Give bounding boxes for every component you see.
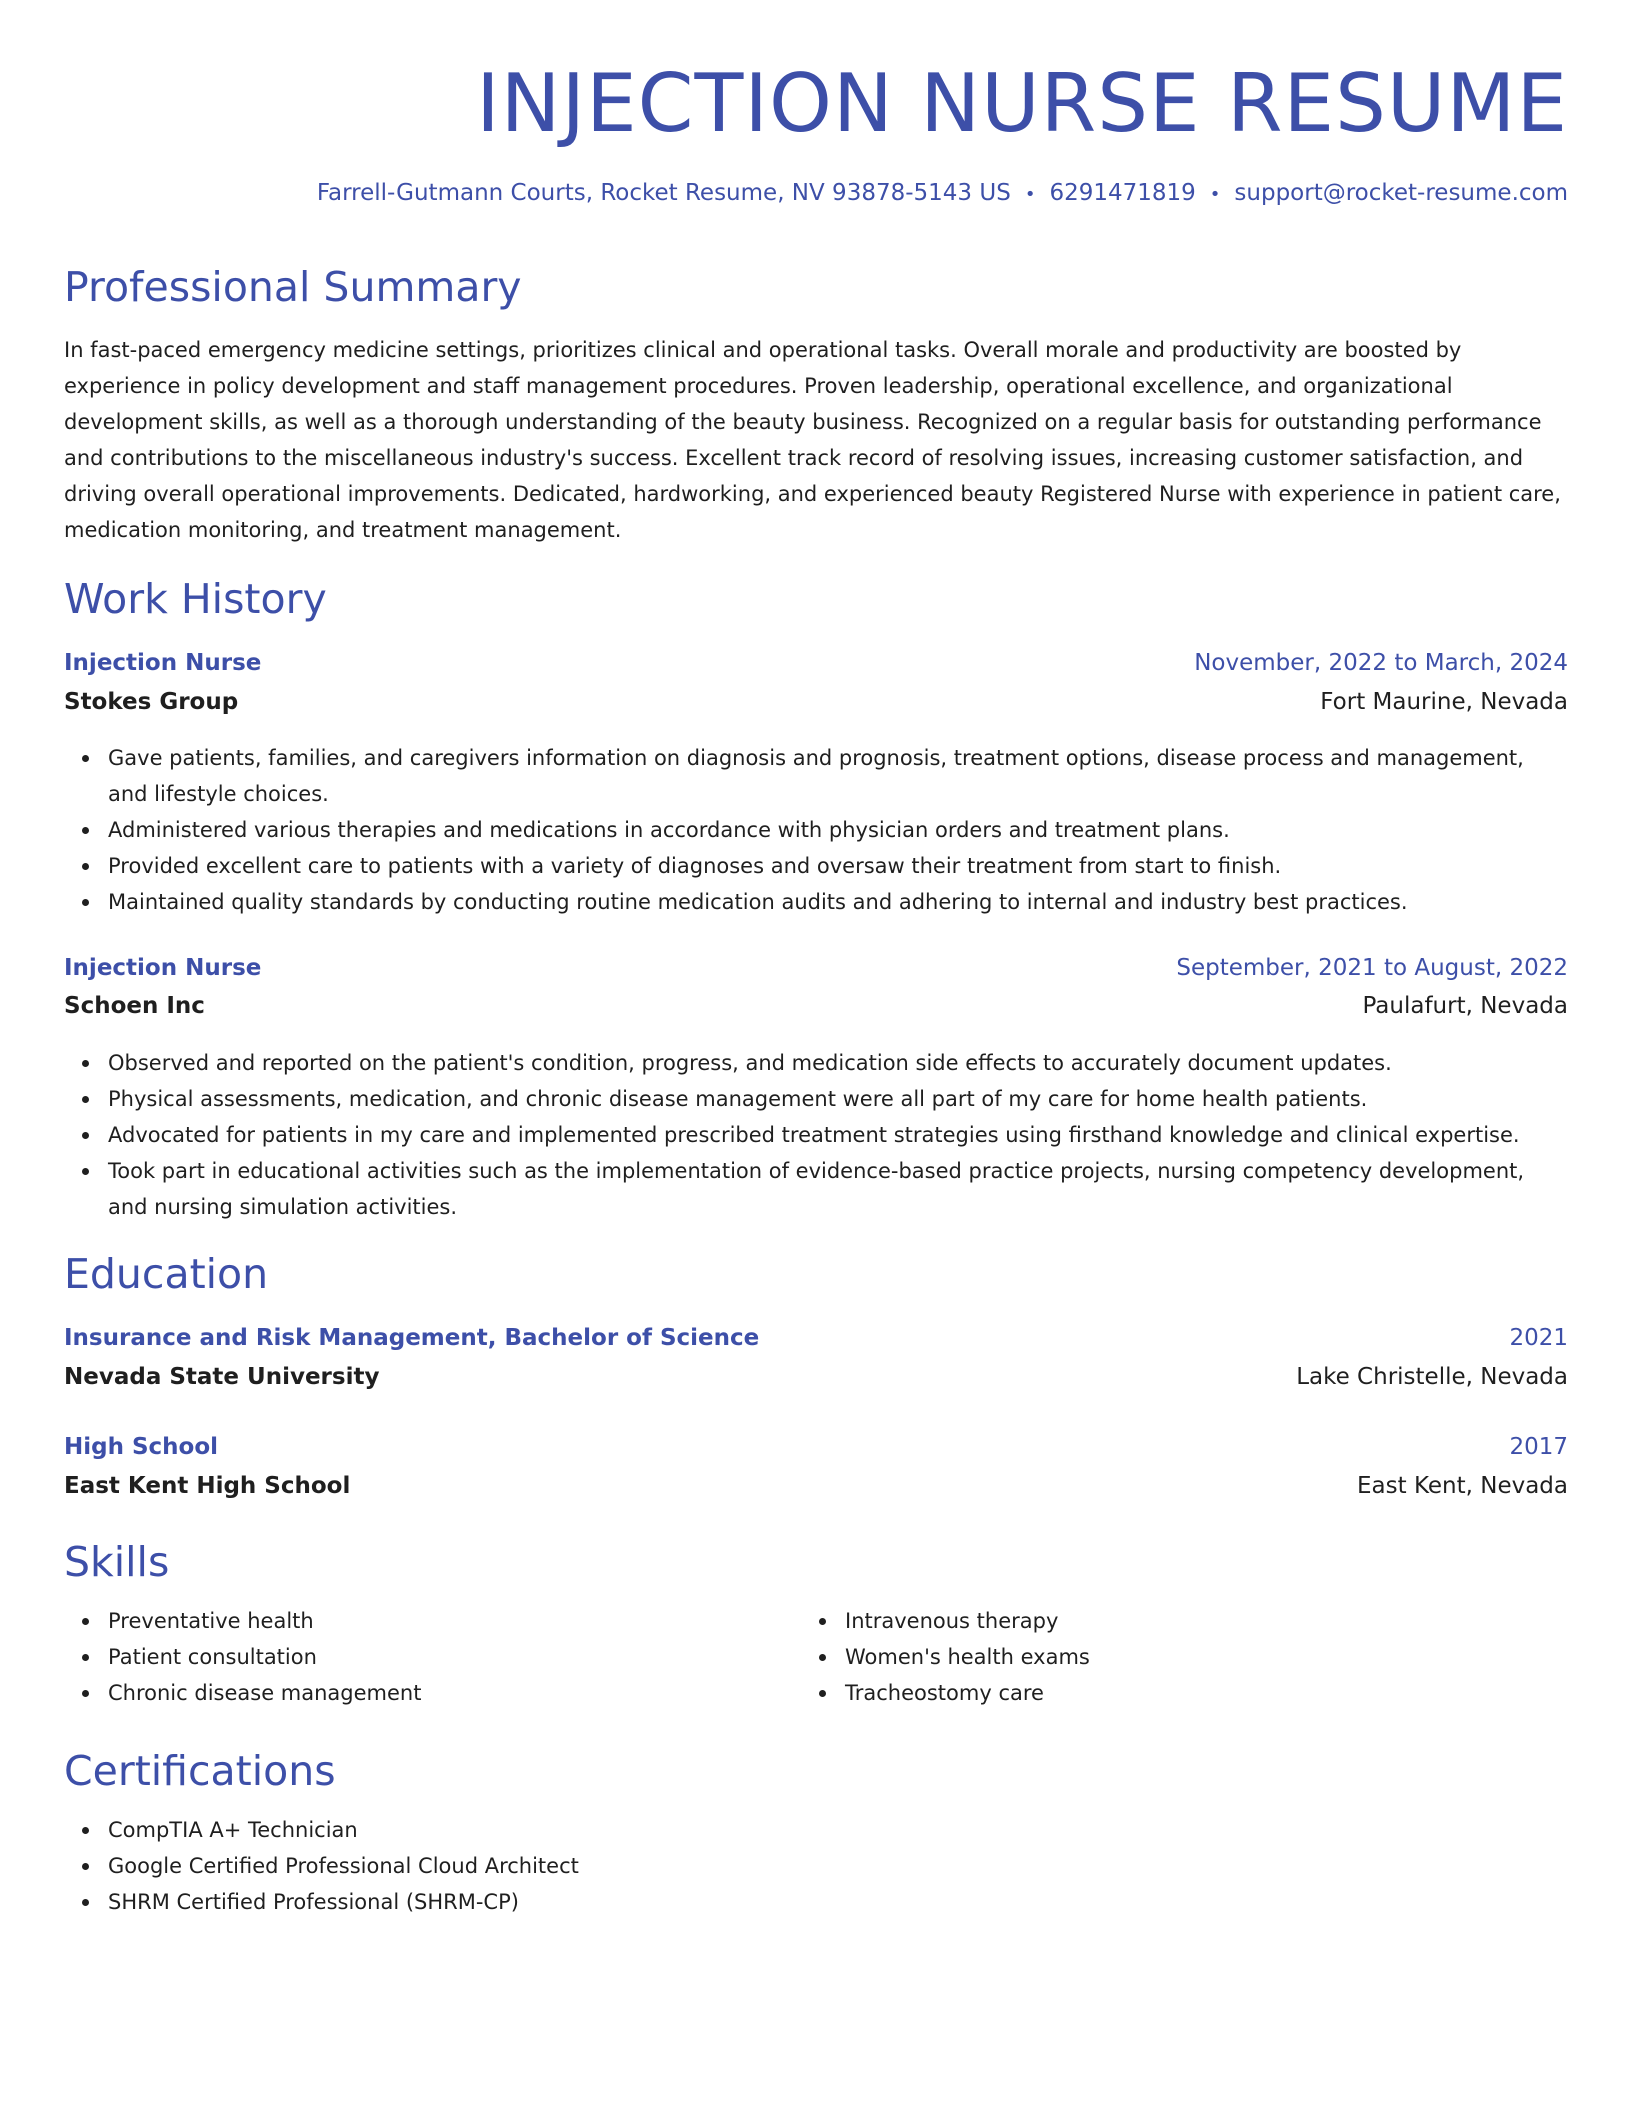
list-item: Chronic disease management — [108, 1675, 764, 1711]
list-item: Gave patients, families, and caregivers information on diagnosis and prognosis, treatment options, disease process and management, and lifestyle choices. — [108, 740, 1568, 812]
education-header — [64, 1323, 1568, 1353]
job-location: Paulafurt, Nevada — [1362, 993, 1568, 1019]
job-bullets — [64, 1045, 1568, 1225]
list-item: Took part in educational activities such as the implementation of evidence-based practice projects, nursing competency development, and nursing simulation activities. — [108, 1153, 1568, 1225]
summary-text: In fast-paced emergency medicine settings, prioritizes clinical and operational tasks. Overall morale and productivity are boosted by experience in policy development and staff management procedures. Proven leadership, operational excellence, and organizational development skills, as well as a thorough understanding of the beauty business. Recognized on a regular basis for outstanding performance and contributions to the miscellaneous industry's success. Excellent track record of resolving issues, increasing customer satisfaction, and driving overall operational improvements. Dedicated, hardworking, and experienced beauty Registered Nurse with experience in patient care, medication monitoring, and treatment management. — [64, 338, 1561, 542]
list-item: Observed and reported on the patient's condition, progress, and medication side effects to accurately document updates. — [108, 1045, 1568, 1081]
education-header — [64, 1432, 1568, 1462]
list-item: Women's health exams — [845, 1639, 1501, 1675]
job-company: Schoen Inc — [64, 993, 205, 1019]
education-school: Nevada State University — [64, 1364, 380, 1390]
job-header — [64, 953, 1568, 983]
list-item: SHRM Certified Professional (SHRM-CP) — [108, 1884, 1568, 1920]
section-title-education: Education — [64, 1250, 269, 1298]
list-item: Provided excellent care to patients with a variety of diagnoses and oversaw their treatment from start to finish. — [108, 848, 1568, 884]
list-item: Administered various therapies and medications in accordance with physician orders and treatment plans. — [108, 812, 1568, 848]
list-item: Preventative health — [108, 1603, 764, 1639]
contact-phone: 6291471819 — [1049, 180, 1196, 206]
job-company-row — [64, 687, 1568, 717]
contact-separator: • — [1024, 184, 1036, 205]
contact-separator: • — [1209, 184, 1221, 205]
job-role: Injection Nurse — [64, 650, 262, 676]
education-degree: Insurance and Risk Management, Bachelor of Science — [64, 1325, 760, 1351]
job-location: Fort Maurine, Nevada — [1320, 689, 1568, 715]
education-location: East Kent, Nevada — [1357, 1473, 1568, 1499]
resume-title: INJECTION NURSE RESUME — [476, 57, 1568, 150]
job-bullets — [64, 740, 1568, 920]
education-year: 2021 — [1509, 1325, 1568, 1351]
section-title-work: Work History — [64, 575, 327, 623]
list-item: CompTIA A+ Technician — [108, 1812, 1568, 1848]
list-item: Tracheostomy care — [845, 1675, 1501, 1711]
contact-line — [317, 178, 1568, 210]
education-year: 2017 — [1509, 1434, 1568, 1460]
job-company-row — [64, 991, 1568, 1021]
list-item: Physical assessments, medication, and chronic disease management were all part of my care for home health patients. — [108, 1081, 1568, 1117]
education-school: East Kent High School — [64, 1473, 351, 1499]
section-title-certifications: Certifications — [64, 1747, 336, 1795]
education-school-row — [64, 1362, 1568, 1392]
job-dates: November, 2022 to March, 2024 — [1194, 650, 1568, 676]
job-dates: September, 2021 to August, 2022 — [1176, 955, 1568, 981]
education-school-row — [64, 1471, 1568, 1501]
education-degree: High School — [64, 1434, 219, 1460]
list-item: Google Certified Professional Cloud Architect — [108, 1848, 1568, 1884]
job-company: Stokes Group — [64, 689, 239, 715]
section-title-skills: Skills — [64, 1538, 170, 1586]
contact-address: Farrell-Gutmann Courts, Rocket Resume, NV 93878-5143 US — [316, 180, 1011, 206]
section-title-summary: Professional Summary — [64, 263, 522, 311]
job-header — [64, 648, 1568, 678]
education-location: Lake Christelle, Nevada — [1296, 1364, 1568, 1390]
list-item: Advocated for patients in my care and implemented prescribed treatment strategies using firsthand knowledge and clinical expertise. — [108, 1117, 1568, 1153]
job-role: Injection Nurse — [64, 955, 262, 981]
certifications-list — [64, 1812, 1568, 1920]
skills-list-right — [801, 1603, 1501, 1711]
list-item: Patient consultation — [108, 1639, 764, 1675]
contact-email: support@rocket-resume.com — [1234, 180, 1568, 206]
list-item: Intravenous therapy — [845, 1603, 1501, 1639]
skills-list-left — [64, 1603, 764, 1711]
list-item: Maintained quality standards by conducting routine medication audits and adhering to internal and industry best practices. — [108, 884, 1568, 920]
